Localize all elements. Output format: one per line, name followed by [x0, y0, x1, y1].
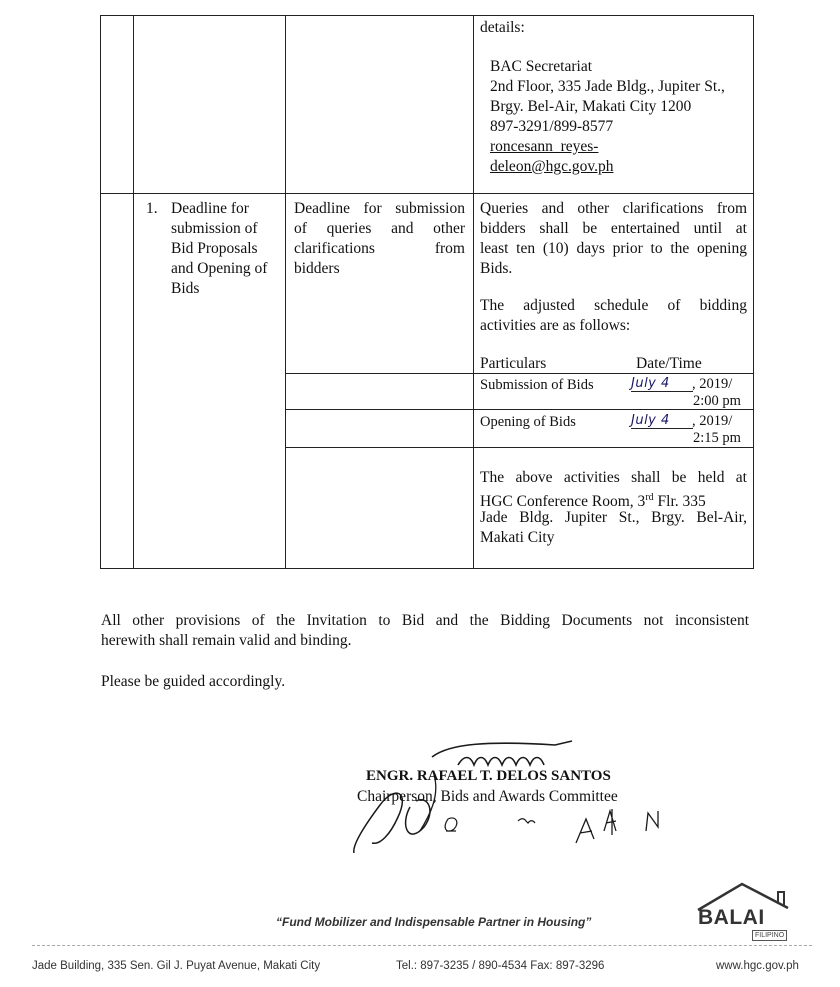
- paragraph-line: activities are as follows:: [480, 317, 631, 334]
- schedule-time: 2:15 pm: [693, 430, 741, 446]
- paragraph-line: least ten (10) days prior to the opening: [480, 240, 747, 257]
- paragraph-line: bidders shall be entertained until at: [480, 220, 747, 237]
- paragraph-line: Makati City: [480, 529, 555, 546]
- item-title-line: Deadline for: [171, 200, 249, 217]
- table-border-right: [753, 15, 754, 568]
- item-number: 1.: [146, 200, 158, 217]
- table-border-col3: [473, 15, 474, 568]
- schedule-divider-2: [285, 409, 754, 410]
- table-border-top: [100, 15, 754, 16]
- secretariat-line: 897-3291/899-8577: [490, 118, 614, 135]
- table-border-left: [100, 15, 101, 568]
- schedule-time: 2:00 pm: [693, 393, 741, 409]
- paragraph-line: The above activities shall be held at: [480, 469, 747, 486]
- ordinal-suffix: rd: [645, 492, 654, 503]
- balai-logo: [694, 880, 804, 942]
- schedule-divider-3: [285, 447, 754, 448]
- schedule-particular: Submission of Bids: [480, 377, 594, 393]
- logo-subtext: FILIPINO: [752, 930, 787, 941]
- email-link[interactable]: deleon@hgc.gov.ph: [490, 158, 614, 175]
- table-border-col2: [285, 15, 286, 568]
- handwritten-date: July 4: [631, 413, 693, 429]
- subject-line: clarifications from: [294, 240, 465, 257]
- signatory-title: Chairperson, Bids and Awards Committee: [357, 788, 618, 805]
- footer-address: Jade Building, 335 Sen. Gil J. Puyat Avenue, Makati City: [32, 960, 321, 972]
- schedule-header-datetime: Date/Time: [636, 355, 702, 372]
- footer-phones: Tel.: 897-3235 / 890-4534 Fax: 897-3296: [396, 960, 605, 972]
- footer-rule: [32, 945, 812, 946]
- guided-note: Please be guided accordingly.: [101, 673, 286, 690]
- item-title-line: and Opening of: [171, 260, 268, 277]
- paragraph-line: herewith shall remain valid and binding.: [101, 632, 352, 649]
- subject-line: of queries and other: [294, 220, 465, 237]
- paragraph-line: The adjusted schedule of bidding: [480, 297, 747, 314]
- schedule-particular: Opening of Bids: [480, 414, 576, 430]
- item-title-line: Bids: [171, 280, 200, 297]
- email-link[interactable]: roncesann_reyes-: [490, 138, 599, 155]
- table-border-col1: [133, 15, 134, 568]
- paragraph-line: Queries and other clarifications from: [480, 200, 747, 217]
- schedule-year: , 2019/: [692, 413, 733, 429]
- paragraph-line: Bids.: [480, 260, 513, 277]
- paragraph-line: All other provisions of the Invitation to Bid and the Bidding Documents not inconsistent: [101, 612, 749, 629]
- table-border-bottom: [100, 568, 754, 569]
- handwritten-date: July 4: [631, 376, 693, 392]
- logo-wordmark: BALAI: [698, 906, 765, 929]
- secretariat-line: 2nd Floor, 335 Jade Bldg., Jupiter St.,: [490, 78, 725, 95]
- footer-website[interactable]: www.hgc.gov.ph: [716, 960, 799, 972]
- venue-text: Flr. 335: [653, 493, 706, 511]
- details-label: details:: [480, 19, 525, 36]
- subject-line: Deadline for submission: [294, 200, 465, 217]
- schedule-header-particulars: Particulars: [480, 355, 547, 372]
- footer-tagline: “Fund Mobilizer and Indispensable Partner in Housing”: [276, 915, 592, 929]
- schedule-year: , 2019/: [692, 376, 733, 392]
- signatory-name: ENGR. RAFAEL T. DELOS SANTOS: [366, 768, 611, 784]
- item-title-line: Bid Proposals: [171, 240, 258, 257]
- subject-line: bidders: [294, 260, 340, 277]
- table-row-divider: [100, 193, 754, 194]
- paragraph-line: Jade Bldg. Jupiter St., Brgy. Bel-Air,: [480, 509, 747, 526]
- item-title-line: submission of: [171, 220, 258, 237]
- venue-text: HGC Conference Room, 3: [480, 493, 646, 511]
- secretariat-line: BAC Secretariat: [490, 58, 593, 75]
- secretariat-line: Brgy. Bel-Air, Makati City 1200: [490, 98, 692, 115]
